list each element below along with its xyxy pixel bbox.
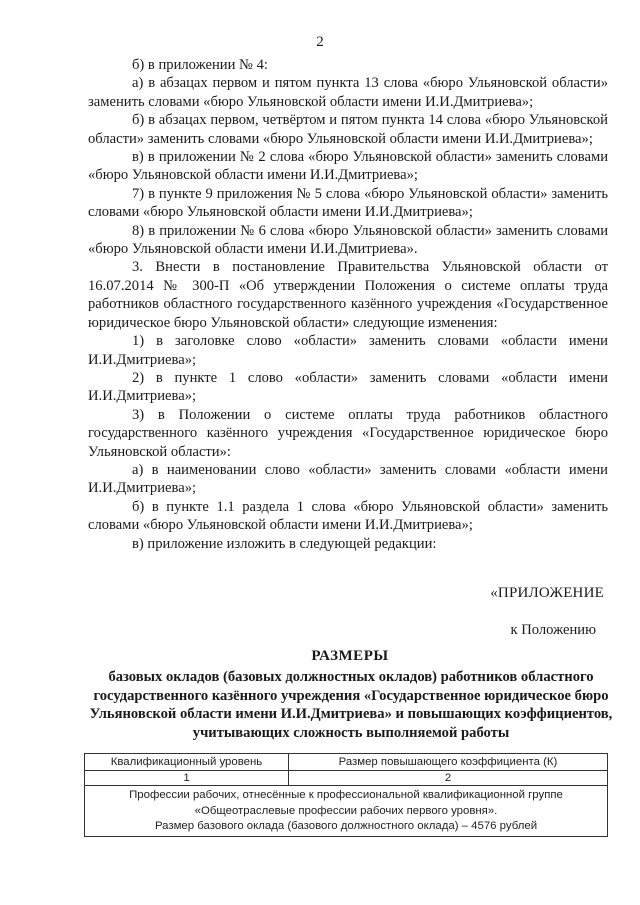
paragraph: 3. Внести в постановление Правительства Ульяновской области от 16.07.2014 № 300-П «Об утверждении Положения о системе оплаты труда работников областного государственного казённого учреждения «Государственное юридическое бюро Ульяновской области» следующие изменения: bbox=[88, 259, 608, 331]
table-group-cell bbox=[85, 786, 608, 837]
paragraph: в) приложение изложить в следующей редакции: bbox=[132, 535, 437, 552]
salary-table bbox=[84, 753, 608, 837]
appendix-reference: к Положению bbox=[510, 622, 596, 638]
paragraph: 1) в заголовке слово «области» заменить словами «области имени И.И.Дмитриева»; bbox=[88, 333, 608, 368]
table-column-number: 1 bbox=[85, 771, 289, 786]
paragraph: б) в приложении № 4: bbox=[132, 57, 268, 73]
table-header-cell: Размер повышающего коэффициента (К) bbox=[288, 754, 607, 771]
table-header-row bbox=[85, 754, 608, 771]
table-header-cell: Квалификационный уровень bbox=[85, 754, 289, 771]
salary-table-grid bbox=[84, 753, 608, 837]
paragraph: а) в наименовании слово «области» заменить словами «области имени И.И.Дмитриева»; bbox=[88, 461, 608, 497]
table-column-number: 2 bbox=[288, 771, 607, 786]
paragraph: в) в приложении № 2 слова «бюро Ульяновской области» заменить словами «бюро Ульяновской области имени И.И.Дмитриева»; bbox=[88, 149, 608, 184]
document-title: РАЗМЕРЫ bbox=[311, 648, 389, 664]
table-column-numbers-row bbox=[85, 771, 608, 786]
paragraph: б) в пункте 1.1 раздела 1 слова «бюро Ульяновской области» заменить словами «бюро Ульяновской области имени И.И.Дмитриева»; bbox=[88, 498, 608, 534]
table-group-row bbox=[85, 786, 608, 837]
paragraph: а) в абзацах первом и пятом пункта 13 слова «бюро Ульяновской области» заменить словами «бюро Ульяновской области имени И.И.Дмитриева»; bbox=[88, 75, 608, 110]
paragraph: 7) в пункте 9 приложения № 5 слова «бюро Ульяновской области» заменить словами «бюро Ульяновской области имени И.И.Дмитриева»; bbox=[88, 185, 608, 221]
page-number: 2 bbox=[316, 34, 324, 50]
group-line: Профессии рабочих, отнесённые к профессиональной квалификационной группе bbox=[129, 789, 563, 801]
body-text bbox=[88, 56, 608, 553]
paragraph: б) в абзацах первом, четвёртом и пятом пункта 14 слова «бюро Ульяновской области» заменить словами «бюро Ульяновской области имени И.И.Дмитриева»; bbox=[88, 112, 608, 147]
document-subtitle: базовых окладов (базовых должностных окладов) работников областного государственного казённого учреждения «Государственное юридическое бюро Ульяновской области имени И.И.Дмитриева» и повышающих коэффициентов, учитывающих сложность выполняемой работы bbox=[89, 669, 613, 741]
group-line: «Общеотраслевые профессии рабочих первого уровня». bbox=[194, 804, 498, 817]
appendix-label: «ПРИЛОЖЕНИЕ bbox=[490, 585, 604, 601]
paragraph: 3) в Положении о системе оплаты труда работников областного государственного казённого учреждения «Государственное юридическое бюро Ульяновской области»: bbox=[88, 406, 608, 460]
paragraph: 2) в пункте 1 слово «области» заменить словами «области имени И.И.Дмитриева»; bbox=[88, 369, 608, 405]
paragraph: 8) в приложении № 6 слова «бюро Ульяновской области» заменить словами «бюро Ульяновской области имени И.И.Дмитриева». bbox=[88, 222, 608, 258]
group-line: Размер базового оклада (базового должностного оклада) – 4576 рублей bbox=[154, 820, 538, 832]
